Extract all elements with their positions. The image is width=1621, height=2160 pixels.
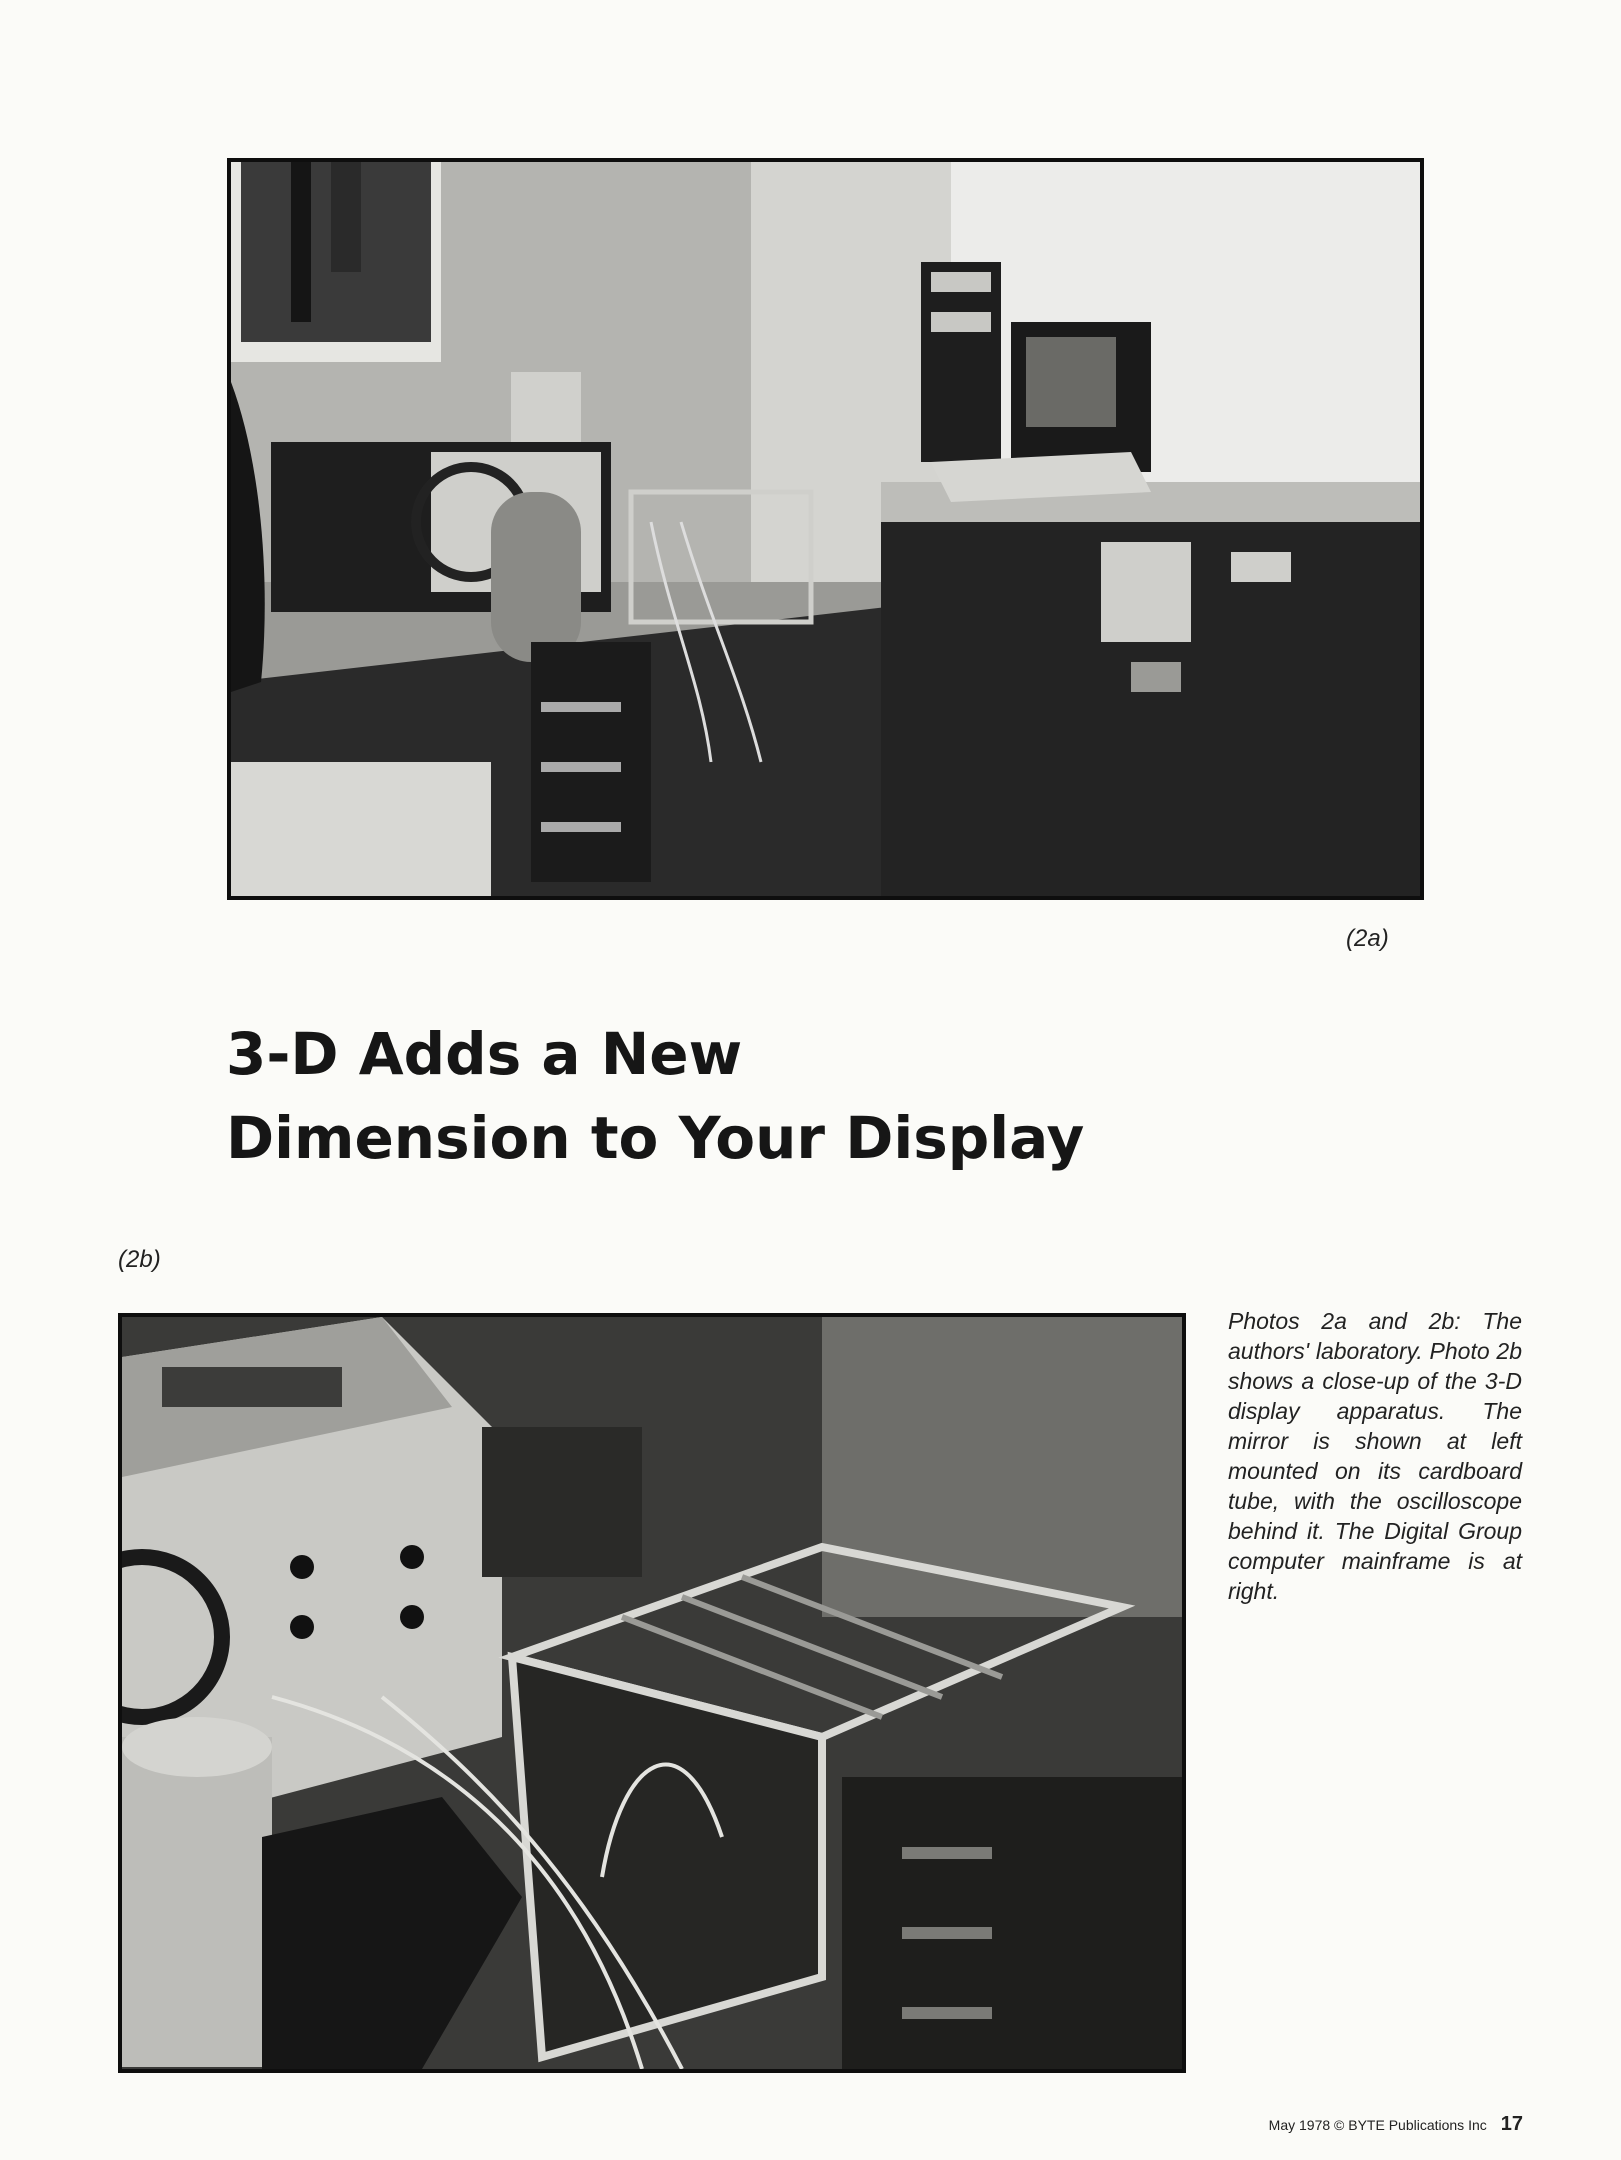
photo-caption: Photos 2a and 2b: The authors' laboratory. Photo 2b shows a close-up of the 3-D display apparatus. The mirror is shown at left mounted on its cardboard tube, with the oscilloscope behind it. The Digital Group computer mainframe is at right. [1228, 1308, 1522, 1604]
photo-2a-laboratory [227, 158, 1424, 900]
title-line-1: 3-D Adds a New [226, 1020, 743, 1088]
laboratory-photo-image [231, 162, 1420, 896]
page-footer [1269, 2113, 1523, 2136]
apparatus-photo-image [122, 1317, 1182, 2069]
photo-2b-display-apparatus [118, 1313, 1186, 2073]
photo-label-2a: (2a) [1346, 925, 1389, 952]
footer-issue: May 1978 © BYTE Publications Inc [1268, 2117, 1487, 2133]
photo-label-2b: (2b) [118, 1246, 161, 1273]
page-number: 17 [1500, 2113, 1523, 2135]
title-line-2: Dimension to Your Display [226, 1104, 1085, 1172]
article-title [226, 1012, 1126, 1180]
